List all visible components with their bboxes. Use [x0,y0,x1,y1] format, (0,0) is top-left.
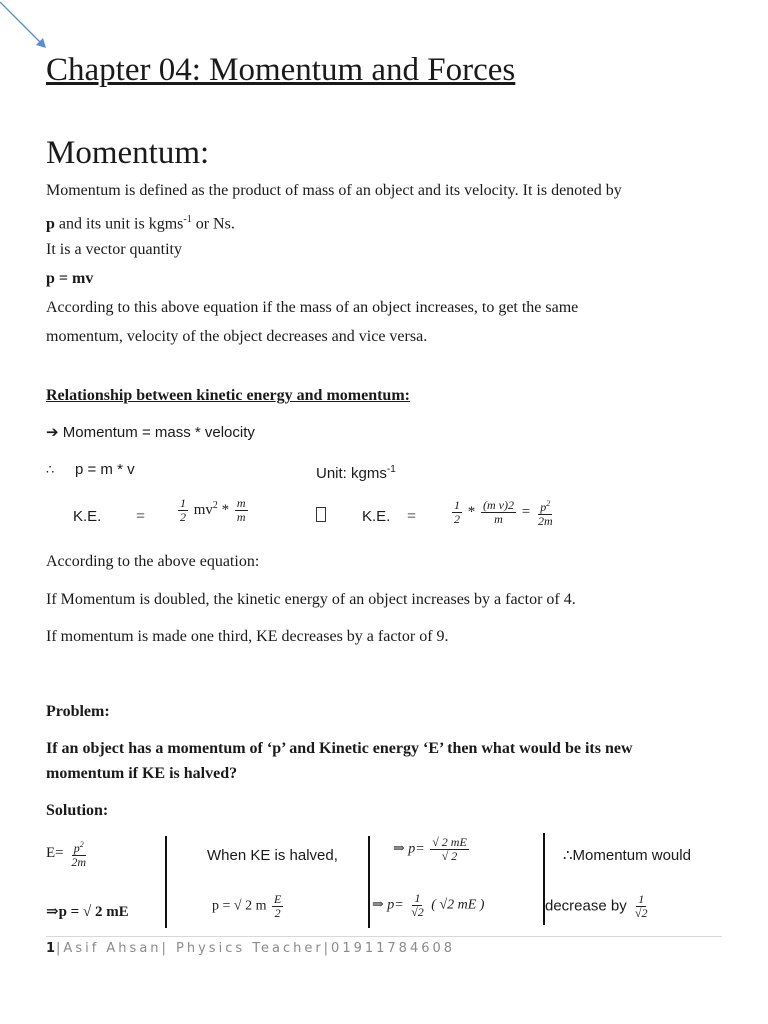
half-fraction-2: $\frac{1}{2}$ [454,498,460,526]
times-sign: * [221,501,230,518]
problem-line2: momentum if KE is halved? [46,765,238,782]
sol-p-one-over-root2 [372,892,484,919]
arrow-icon: ➔ [46,424,59,441]
unit-label-text: Unit: kgms [316,465,387,482]
ke-label-2: K.E. [362,508,391,525]
mv-text: mv [193,501,213,518]
one-over-root2-final: $\frac{1}{√2}$ [634,892,648,920]
sol-decrease-text: decrease by [545,897,627,915]
equals-sign: = [521,503,531,520]
sol-p-half-text: p = √ 2 m [212,898,267,914]
half-fraction: $\frac{1}{2}$ [180,496,186,524]
divider-2 [368,836,370,928]
square-sup: 2 [212,499,218,511]
m-over-m: $\frac{m}{m}$ [236,496,246,524]
therefore-symbol: ∴ [46,462,55,477]
momentum-eq: Momentum = mass * velocity [62,424,255,441]
relationship-title: Relationship between kinetic energy and momentum: [46,387,410,404]
E-over-2: $\frac{E}{2}$ [273,892,282,920]
unit-label [316,460,396,484]
section-title: Momentum: [46,135,210,171]
missing-glyph-box [316,507,326,522]
one-over-root2: $\frac{1}{√2}$ [411,891,424,919]
footer-rule [46,936,722,937]
page-number: 1 [46,941,57,956]
sol-p-sqrt [393,836,471,863]
sol-implies-p-2: ⇒ p= [372,897,404,913]
unit-text-end: or Ns. [191,215,235,233]
unit-text: and its unit is kgms [54,215,184,233]
ke-equals: = [136,508,146,525]
sol-implies-p: ⇒ p= [393,841,425,857]
unit-sup: -1 [183,214,192,225]
sol-when-halved: When KE is halved, [207,847,338,864]
third-statement: If momentum is made one third, KE decreases by a factor of 9. [46,628,449,645]
corner-arrow-icon [0,0,50,50]
doubled-statement: If Momentum is doubled, the kinetic energy of an object increases by a factor of 4. [46,591,576,608]
according-line1: According to this above equation if the mass of an object increases, to get the same [46,299,579,316]
sol-p-half [212,893,285,920]
momentum-definition-line2 [46,210,235,234]
sol-therefore-momentum: ∴Momentum would [563,847,691,864]
ke-expression [176,497,250,524]
p2-over-2m: $\frac{p^2}{2m}$ [537,499,553,528]
symbol-p: p [46,215,55,233]
momentum-definition-line1: Momentum is defined as the product of mass of an object and its velocity. It is denoted by [46,182,622,199]
according-line2: momentum, velocity of the object decreases and vice versa. [46,328,428,345]
unit-label-sup: -1 [386,464,396,475]
footer-text: |Asif Ahsan| Physics Teacher|01911784608 [56,941,456,956]
ke-expression-2 [450,497,557,528]
problem-label: Problem: [46,703,110,720]
problem-line1: If an object has a momentum of ‘p’ and Kinetic energy ‘E’ then what would be its new [46,740,633,757]
chapter-heading: Chapter 04: Momentum and Forces [46,52,516,88]
mv-squared-over-m: $\frac{\text{(m v)2}}{m}$ [483,498,514,526]
footer [46,941,455,956]
vector-line: It is a vector quantity [46,241,182,258]
times-sign-2: * [467,503,476,520]
ke-equals-2: = [407,508,417,525]
ke-label: K.E. [73,508,102,525]
p2-over-2m-sol: $\frac{p^2}{2m}$ [71,840,87,869]
divider-1 [165,836,167,928]
sol-E-text: E= [46,844,64,861]
sol-paren-sqrt: ( √2 mE ) [431,897,485,913]
solution-label: Solution: [46,802,109,819]
according-above: According to the above equation: [46,553,260,570]
sqrt2mE-over-sqrt2: $\frac{√ 2 mE}{√ 2}$ [432,835,467,863]
sol-p-sqrt2mE: ⇒p = √ 2 mE [46,904,129,920]
p-equals-mv: p = m * v [75,461,135,478]
momentum-formula: p = mv [46,270,94,287]
momentum-eq-line [46,423,255,443]
sol-E-eq [46,838,90,869]
sol-decrease-by [545,893,651,920]
